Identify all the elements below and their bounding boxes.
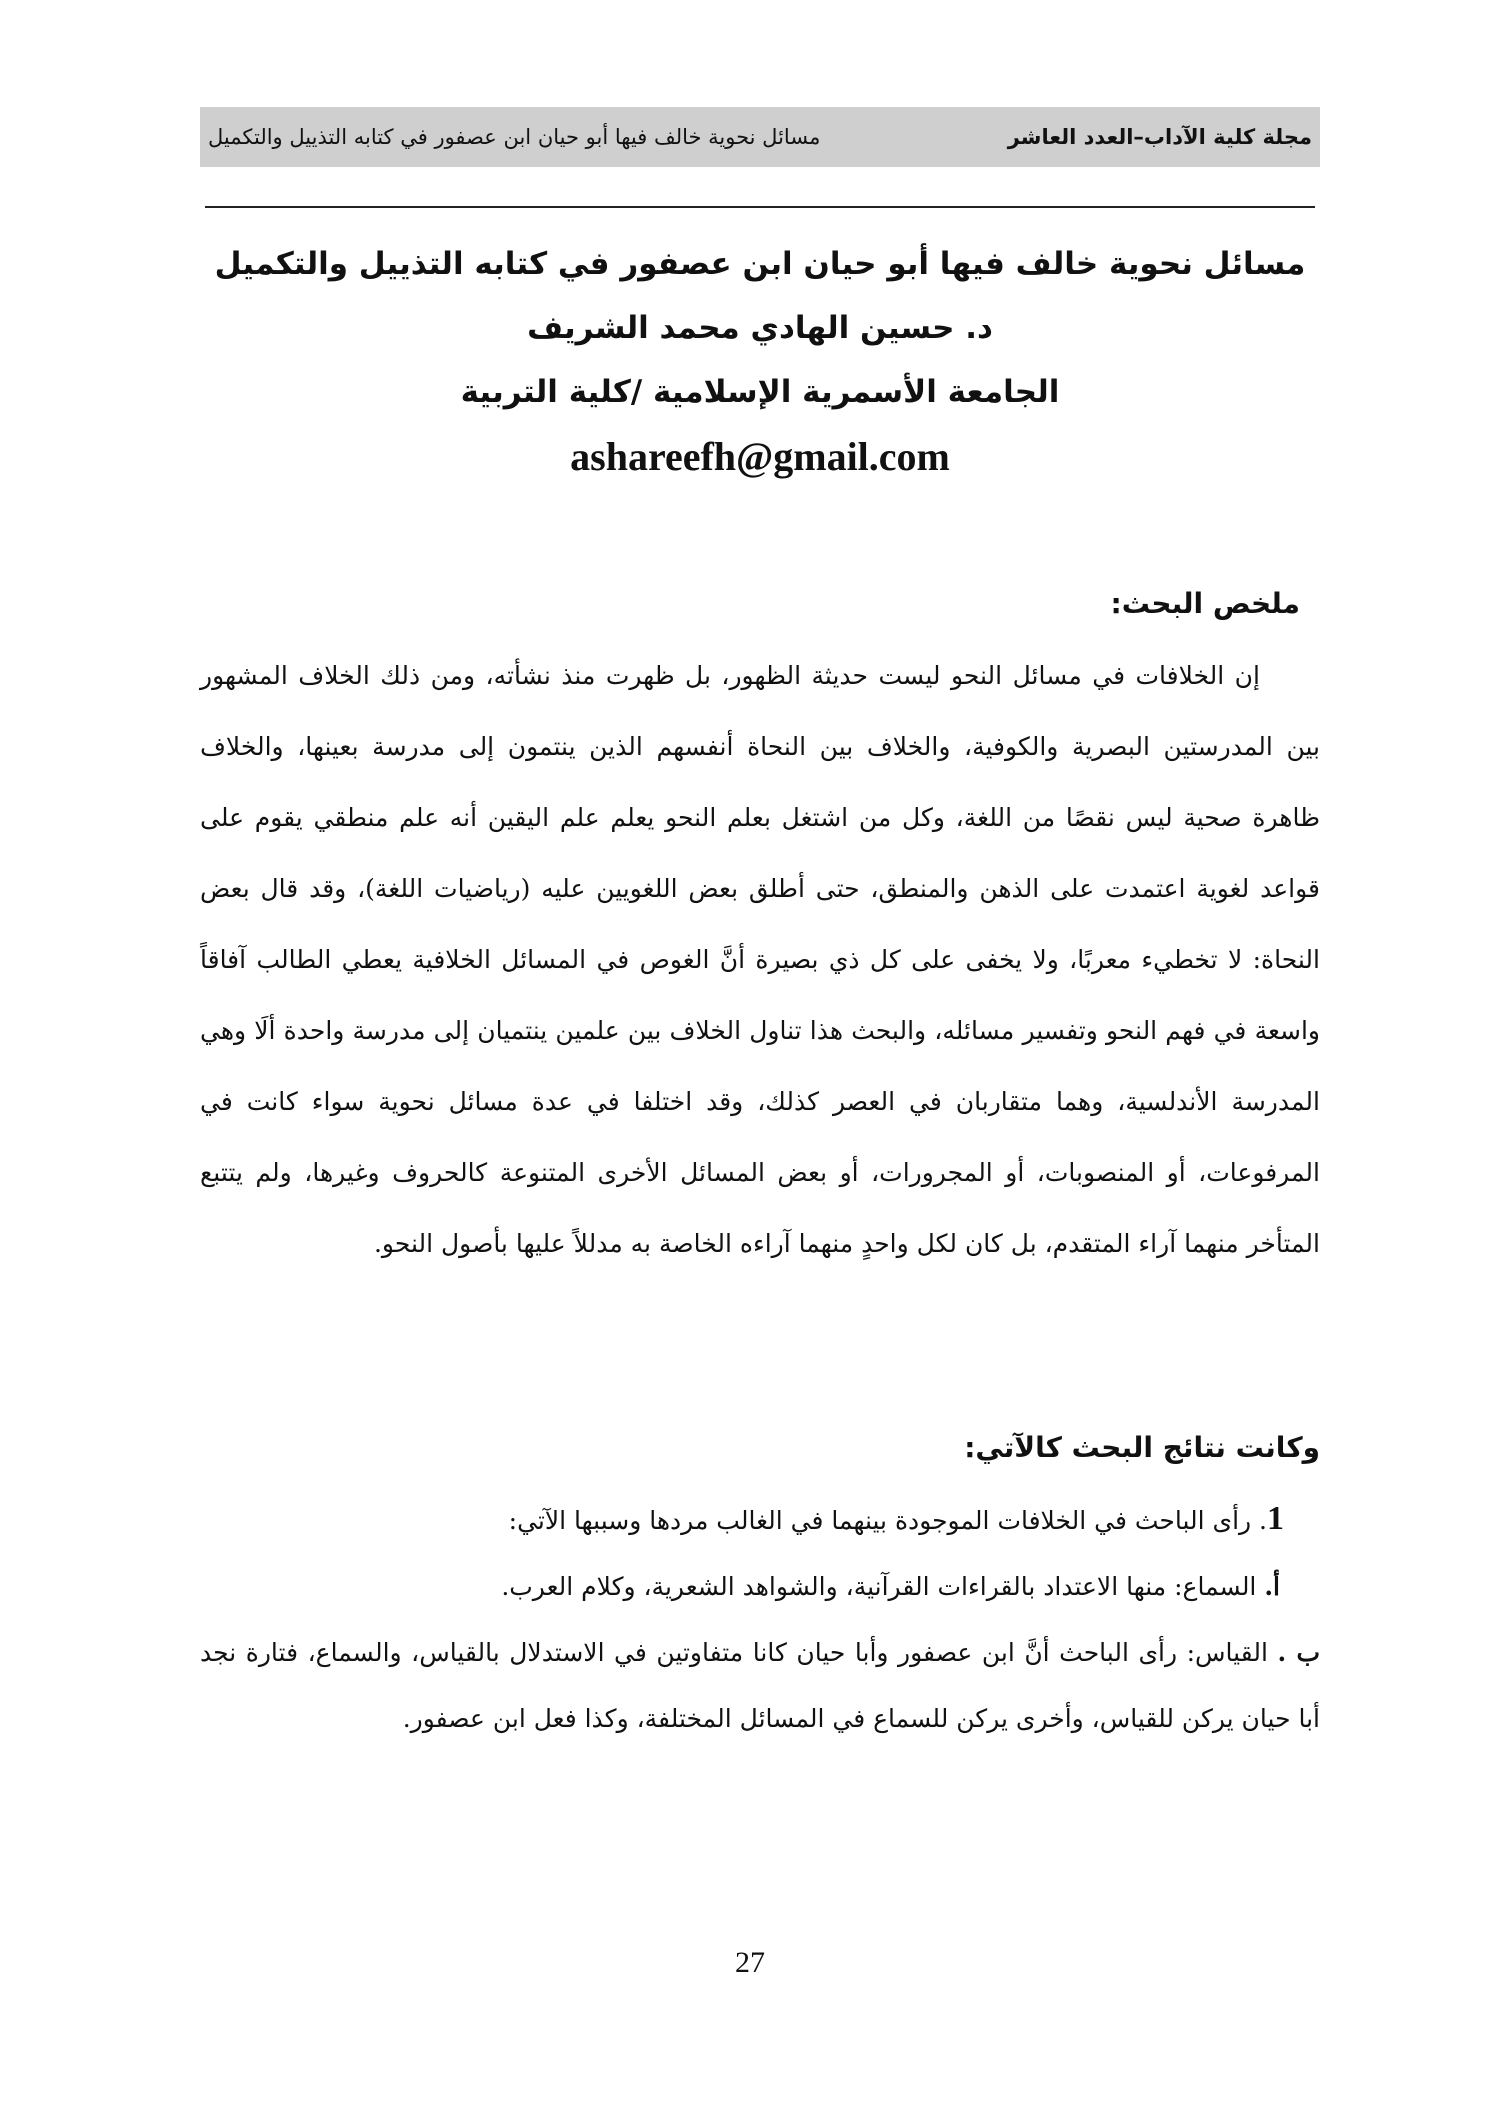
subitem-marker: أ.	[1264, 1572, 1280, 1601]
header-divider	[205, 206, 1315, 208]
affiliation: الجامعة الأسمرية الإسلامية /كلية التربية	[460, 374, 1060, 410]
page-number: 27	[735, 1946, 765, 1979]
abstract-heading: ملخص البحث:	[1110, 587, 1300, 620]
subitem-marker: ب .	[1277, 1638, 1320, 1667]
result-subitem-b	[200, 1620, 1320, 1752]
subitem-text: القياس: رأى الباحث أنَّ ابن عصفور وأبا حيان كانا متفاوتين في الاستدلال بالقياس، والسماع، فتارة نجد أبا حيان يركن للقياس، وأخرى يركن للسماع في المسائل المختلفة، وكذا فعل ابن عصفور.	[200, 1638, 1320, 1733]
author-name: د. حسين الهادي محمد الشريف	[527, 310, 993, 346]
subitem-text: السماع: منها الاعتداد بالقراءات القرآنية، والشواهد الشعرية، وكلام العرب.	[501, 1572, 1265, 1601]
result-item-1	[200, 1486, 1320, 1554]
abstract-paragraph: إن الخلافات في مسائل النحو ليست حديثة الظهور، بل ظهرت منذ نشأته، ومن ذلك الخلاف المشهور بين المدرستين البصرية والكوفية، والخلاف بين النحاة أنفسهم الذين ينتمون إلى مدرسة بعينها، والخلاف ظاهرة صحية ليس نقصًا من اللغة، وكل من اشتغل بعلم النحو يعلم علم اليقين أنه علم منطقي يقوم على قواعد لغوية اعتمدت على الذهن والمنطق، حتى أطلق بعض اللغويين عليه (رياضيات اللغة)، وقد قال بعض النحاة: لا تخطيء معربًا، ولا يخفى على كل ذي بصيرة أنَّ الغوص في المسائل الخلافية يعطي الطالب آفاقاً واسعة في فهم النحو وتفسير مسائله، والبحث هذا تناول الخلاف بين علمين ينتميان إلى مدرسة واحدة ألَا وهي المدرسة الأندلسية، وهما متقاربان في العصر كذلك، وقد اختلفا في عدة مسائل نحوية سواء كانت في المرفوعات، أو المنصوبات، أو المجرورات، أو بعض المسائل الأخرى المتنوعة كالحروف وغيرها، ولم يتتبع المتأخر منهما آراء المتقدم، بل كان لكل واحدٍ منهما آراءه الخاصة به مدللاً عليها بأصول النحو.	[200, 661, 1320, 1258]
running-article-title: مسائل نحوية خالف فيها أبو حيان ابن عصفور في كتابه التذييل والتكميل	[208, 125, 821, 149]
author-email: ashareefh@gmail.com	[570, 434, 950, 479]
result-item-text: . رأى الباحث في الخلافات الموجودة بينهما في الغالب مردها وسببها الآتي:	[508, 1506, 1267, 1535]
results-list	[200, 1486, 1320, 1752]
journal-name: مجلة كلية الآداب–العدد العاشر	[1007, 125, 1312, 149]
result-item-number: 1	[1267, 1500, 1284, 1537]
results-heading: وكانت نتائج البحث كالآتي:	[964, 1431, 1320, 1464]
running-header	[200, 107, 1320, 167]
article-title: مسائل نحوية خالف فيها أبو حيان ابن عصفور في كتابه التذييل والتكميل	[214, 246, 1306, 282]
result-subitem-a	[200, 1554, 1320, 1620]
abstract-body	[200, 640, 1320, 1279]
title-block	[200, 232, 1320, 490]
